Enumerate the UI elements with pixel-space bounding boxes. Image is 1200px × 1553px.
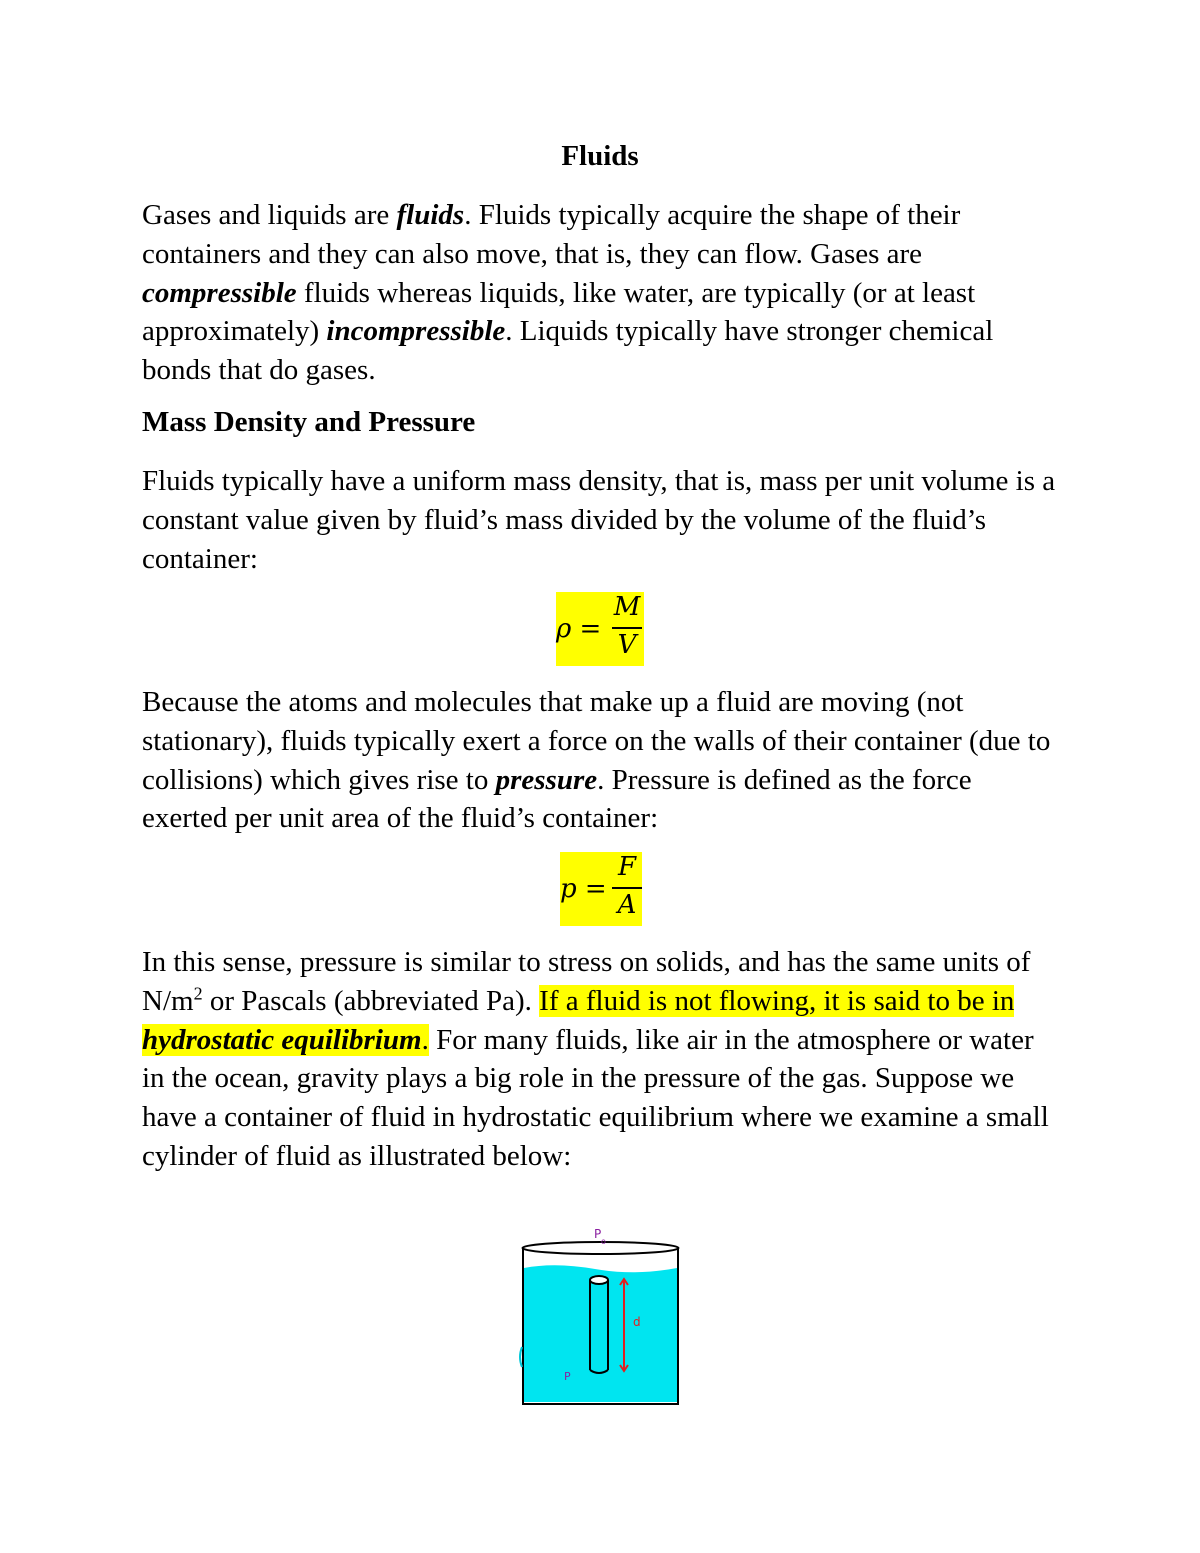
label-p0: P [594, 1227, 602, 1241]
cylinder-top [590, 1276, 608, 1284]
fraction-bar [612, 887, 642, 889]
pressure-lhs: p = [560, 874, 607, 904]
pressure-text-1: Because the atoms and molecules that make up a fluid are moving (not stationary), fluids typically exert a force on the walls of their container (due to collisions) which gives rise to [142, 686, 1051, 796]
label-p: P [564, 1370, 571, 1383]
unit-superscript: 2 [193, 983, 203, 1004]
term-compressible: compressible [142, 276, 297, 309]
term-hydrostatic-equilibrium: hydrostatic equilibrium [142, 1023, 422, 1056]
hydro-text-1: In this sense, pressure is similar to stress on solids, and has the same units of N/m [142, 946, 1031, 1017]
term-incompressible: incompressible [326, 315, 506, 348]
pressure-equation [560, 852, 642, 926]
highlighted-text: If a fluid is not flowing, it is said to be in [539, 984, 1015, 1017]
label-p0-subscript: o [601, 1237, 606, 1246]
intro-text-4: . Liquids typically have stronger chemical bonds that do gases. [142, 315, 994, 387]
density-paragraph: Fluids typically have a uniform mass density, that is, mass per unit volume is a constant value given by fluid’s mass divided by the volume of the fluid’s container: [142, 465, 1056, 575]
pressure-paragraph [142, 683, 1062, 838]
intro-text-2: . Fluids typically acquire the shape of their containers and they can also move, that is, they can flow. Gases are [142, 199, 961, 270]
term-fluids: fluids [396, 199, 465, 231]
highlighted-period: . [421, 1023, 429, 1056]
side-mark [520, 1347, 522, 1367]
pressure-text-2: . Pressure is defined as the force exerted per unit area of the fluid’s container: [142, 763, 972, 835]
density-lhs: ρ = [556, 614, 602, 644]
page-title: Fluids [561, 140, 639, 172]
intro-text-3: fluids whereas liquids, like water, are typically (or at least approximately) [142, 276, 976, 348]
intro-text-1: Gases and liquids are [142, 199, 397, 231]
term-pressure: pressure [495, 763, 598, 796]
density-equation [556, 592, 644, 666]
fraction-bar [612, 627, 642, 629]
pressure-numerator: F [617, 852, 637, 882]
density-numerator: M [613, 592, 641, 622]
water-fill [524, 1265, 677, 1402]
hydrostatic-paragraph [142, 943, 1062, 1176]
density-denominator: V [617, 630, 637, 660]
label-d: d [633, 1315, 641, 1329]
section-heading: Mass Density and Pressure [142, 406, 476, 438]
hydro-text-3: For many fluids, like air in the atmosphere or water in the ocean, gravity plays a big role in the pressure of the gas. Suppose we have a container of fluid in hydrostatic equilibrium where we examine a small cylinder of fluid as illustrated below: [142, 1023, 1049, 1172]
intro-paragraph [142, 196, 1062, 390]
pressure-denominator: A [617, 890, 637, 920]
hydro-text-2: or Pascals (abbreviated Pa). [202, 984, 540, 1017]
fluid-container-diagram [515, 1222, 685, 1412]
